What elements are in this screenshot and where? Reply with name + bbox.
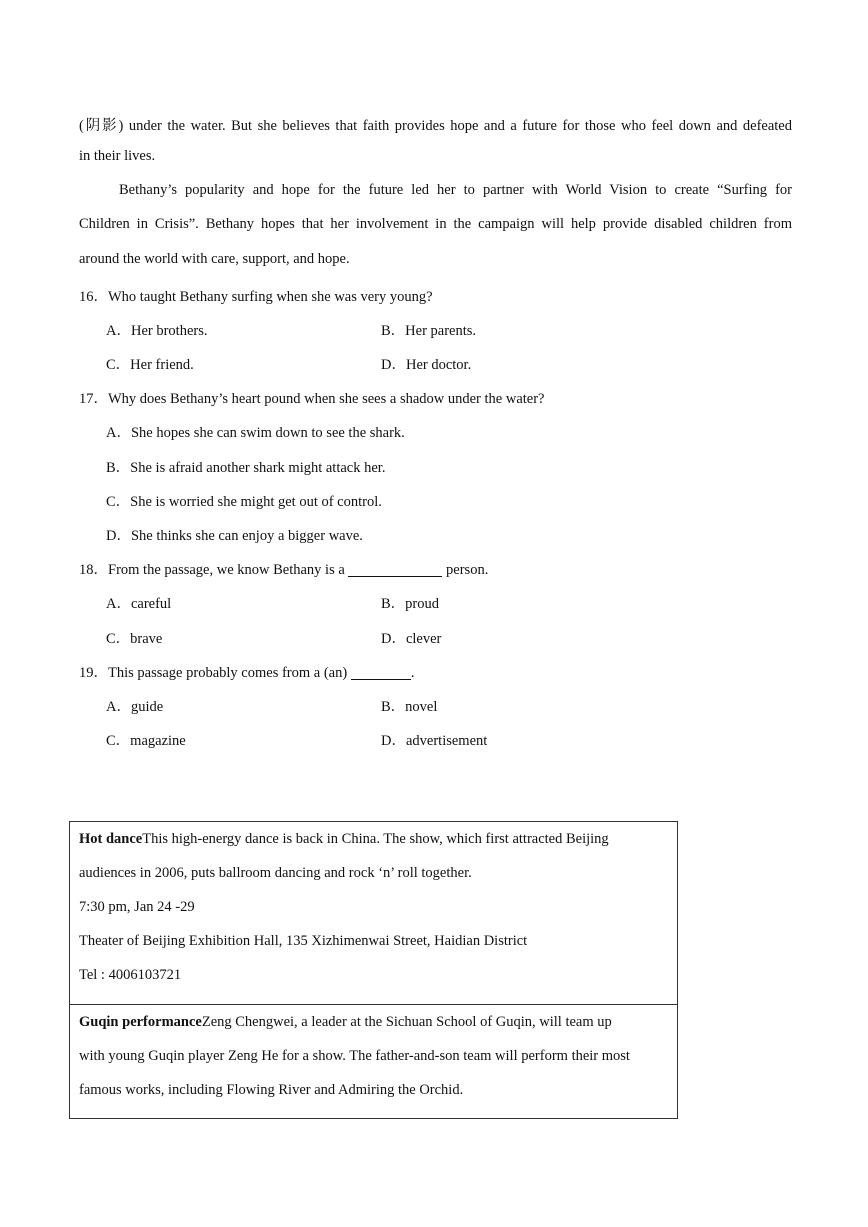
event-desc [79,1005,668,1039]
question-16-option-b[interactable]: B．Her parents. [381,323,477,339]
passage-line: around the world with care, support, and hope. [79,251,350,267]
question-16-option-c[interactable]: C．Her friend. [106,357,194,373]
event-desc-text: This high-energy dance is back in China. The show, which first attracted Beijing [142,831,609,847]
question-19-stem-text: 19．This passage probably comes from a (an) [79,665,351,681]
question-19-stem [79,661,414,682]
passage-line: Bethany’s popularity and hope for the future led her to partner with World Vision to create “Surfing for [119,182,792,198]
question-19-option-b[interactable]: B．novel [381,699,438,715]
question-18-stem-text: 18．From the passage, we know Bethany is a [79,562,349,578]
event-title: Guqin performance [79,1014,202,1030]
event-desc-text: with young Guqin player Zeng He for a show. The father-and-son team will perform their most [79,1048,630,1064]
question-18-option-b[interactable]: B．proud [381,596,439,612]
event-row-hot-dance [70,822,678,1005]
question-18-option-a[interactable]: A．careful [106,596,172,612]
question-18-option-c[interactable]: C．brave [106,631,163,647]
event-cell [70,1005,678,1119]
question-16-option-d[interactable]: D．Her doctor. [381,357,472,373]
event-desc-text: famous works, including Flowing River and Admiring the Orchid. [79,1082,464,1098]
passage-line: in their lives. [79,148,156,164]
question-18-stem-end: person. [442,562,489,578]
question-16-option-a[interactable]: A．Her brothers. [106,323,208,339]
passage-line: (阴影) under the water. But she believes that faith provides hope and a future for those who feel down and defeated [79,118,792,134]
event-tel: Tel : 4006103721 [79,967,182,983]
event-title: Hot dance [79,831,143,847]
question-19-option-d[interactable]: D．advertisement [381,733,488,749]
passage-line: Children in Crisis”. Bethany hopes that her involvement in the campaign will help provide disabled children from [79,216,792,232]
question-16-stem: 16．Who taught Bethany surfing when she was very young? [79,289,433,305]
question-19-option-c[interactable]: C．magazine [106,733,186,749]
event-desc-text: Zeng Chengwei, a leader at the Sichuan School of Guqin, will team up [201,1014,612,1030]
answer-blank [351,665,411,680]
question-19-stem-end: . [410,665,415,681]
event-desc [79,822,668,856]
event-desc-text: audiences in 2006, puts ballroom dancing and rock ‘n’ roll together. [79,865,472,881]
question-17-stem: 17．Why does Bethany’s heart pound when she sees a shadow under the water? [79,391,545,407]
event-place: Theater of Beijing Exhibition Hall, 135 Xizhimenwai Street, Haidian District [79,933,528,949]
question-17-option-c[interactable]: C．She is worried she might get out of control. [106,494,382,510]
question-18-stem [79,558,488,579]
answer-blank [348,562,442,577]
event-time: 7:30 pm, Jan 24 -29 [79,899,195,915]
question-17-option-b[interactable]: B．She is afraid another shark might attack her. [106,460,386,476]
question-17-option-d[interactable]: D．She thinks she can enjoy a bigger wave. [106,528,363,544]
question-19-option-a[interactable]: A．guide [106,699,164,715]
event-cell [70,822,678,1005]
question-18-option-d[interactable]: D．clever [381,631,442,647]
events-table [69,821,678,1119]
event-row-guqin [70,1005,678,1119]
question-17-option-a[interactable]: A．She hopes she can swim down to see the shark. [106,425,405,441]
